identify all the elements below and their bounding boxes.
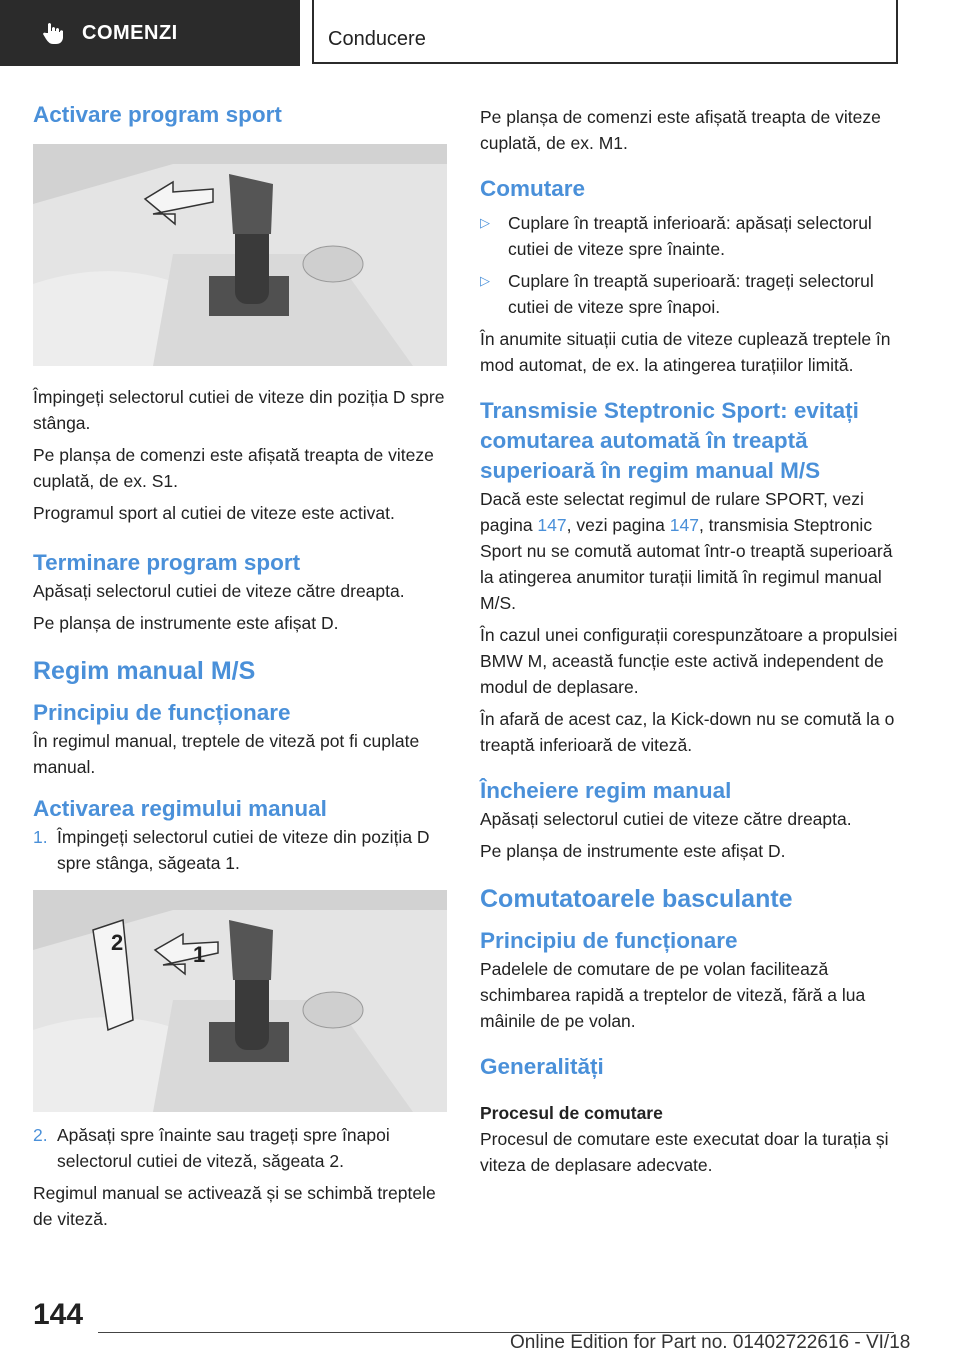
section-header <box>312 0 898 64</box>
paragraph: Împingeți selectorul cutiei de viteze din poziția D spre stânga. <box>33 387 445 433</box>
bullet-item <box>480 268 900 320</box>
numbered-step <box>33 824 451 876</box>
bullet-text: Cuplare în treaptă superioară: trageți selectorul cutiei de viteze spre înapoi. <box>508 271 874 317</box>
heading-comutatoarele-basculante: Comutatoarele basculante <box>480 885 793 913</box>
paragraph: Apăsați selectorul cutiei de viteze către dreapta. <box>480 809 852 829</box>
paragraph: În regimul manual, treptele de viteză pot fi cuplate manual. <box>33 731 420 777</box>
heading-terminare-program-sport: Terminare program sport <box>33 550 301 575</box>
heading-transmisie-steptronic: Transmisie Steptronic Sport: evitați comutarea automată în treaptă superioară în regim manual M/S <box>480 398 859 483</box>
paragraph: Pe planșa de instrumente este afișat D. <box>480 841 786 861</box>
right-column <box>480 104 900 1178</box>
heading-activarea-regimului-manual: Activarea regimului manual <box>33 796 327 821</box>
section-title: Conducere <box>328 28 426 50</box>
step-text: Împingeți selectorul cutiei de viteze din poziția D spre stânga, săgeata 1. <box>57 827 430 873</box>
step-number: 2. <box>33 1125 48 1145</box>
paragraph: Regimul manual se activează și se schimbă treptele de viteză. <box>33 1183 436 1229</box>
gear-selector-illustration <box>33 144 447 366</box>
triangle-bullet-icon: ▷ <box>480 273 490 288</box>
heading-comutare: Comutare <box>480 176 586 201</box>
heading-principiu-functionare: Principiu de funcționare <box>480 928 738 953</box>
bullet-item <box>480 210 900 262</box>
step-text: Apăsați spre înainte sau trageți spre înapoi selectorul cutiei de viteză, săgeata 2. <box>57 1125 390 1171</box>
arrow-label-1: 1 <box>193 942 206 967</box>
paragraph: În anumite situații cutia de viteze cuplează treptele în mod automat, de ex. la atingerea turațiilor limită. <box>480 329 891 375</box>
page-number: 144 <box>33 1298 84 1331</box>
step-number: 1. <box>33 827 48 847</box>
paragraph: Padelele de comutare de pe volan facilitează schimbarea rapidă a treptelor de viteză, fără a lua mâinile de pe volan. <box>480 959 866 1031</box>
paragraph: Apăsați selectorul cutiei de viteze către dreapta. <box>33 581 405 601</box>
left-column <box>33 100 451 1232</box>
page-link-147[interactable]: 147 <box>669 515 699 535</box>
hand-pointer-icon <box>40 20 66 46</box>
paragraph: Programul sport al cutiei de viteze este activat. <box>33 503 395 523</box>
paragraph: În cazul unei configurații corespunzătoare a propulsiei BMW M, această funcție este activă independent de modul de deplasare. <box>480 625 898 697</box>
paragraph: În afară de acest caz, la Kick-down nu se comută la o treaptă inferioară de viteză. <box>480 709 895 755</box>
subheading-procesul-de-comutare: Procesul de comutare <box>480 1103 663 1123</box>
heading-regim-manual: Regim manual M/S <box>33 657 256 685</box>
edition-note: Online Edition for Part no. 01402722616 - VI/18 <box>510 1332 911 1353</box>
paragraph: Dacă este selectat regimul de rulare SPORT, vezi pagina 147, vezi pagina 147, transmisia Steptronic Sport nu se comută automat într-o treaptă superioară la atingerea anumitor turații limită în regimul manual M/S. <box>480 489 893 613</box>
paragraph: Procesul de comutare este executat doar la turația și viteza de deplasare adecvate. <box>480 1129 889 1175</box>
heading-principiu-functionare: Principiu de funcționare <box>33 700 291 725</box>
heading-generalitati: Generalități <box>480 1054 604 1079</box>
heading-incheiere-regim-manual: Încheiere regim manual <box>480 778 732 803</box>
triangle-bullet-icon: ▷ <box>480 215 490 230</box>
page-link-147[interactable]: 147 <box>537 515 567 535</box>
heading-activare-program-sport: Activare program sport <box>33 102 282 127</box>
bullet-text: Cuplare în treaptă inferioară: apăsați selectorul cutiei de viteze spre înainte. <box>508 213 872 259</box>
paragraph: Pe planșa de comenzi este afișată treapta de viteze cuplată, de ex. S1. <box>33 445 434 491</box>
paragraph: Pe planșa de instrumente este afișat D. <box>33 613 339 633</box>
chapter-tab-label: COMENZI <box>82 21 178 44</box>
gear-selector-arrows-illustration <box>33 890 447 1112</box>
chapter-tab[interactable] <box>0 0 300 66</box>
paragraph: Pe planșa de comenzi este afișată treapta de viteze cuplată, de ex. M1. <box>480 107 881 153</box>
numbered-step <box>33 1122 451 1174</box>
arrow-label-2: 2 <box>111 930 124 955</box>
